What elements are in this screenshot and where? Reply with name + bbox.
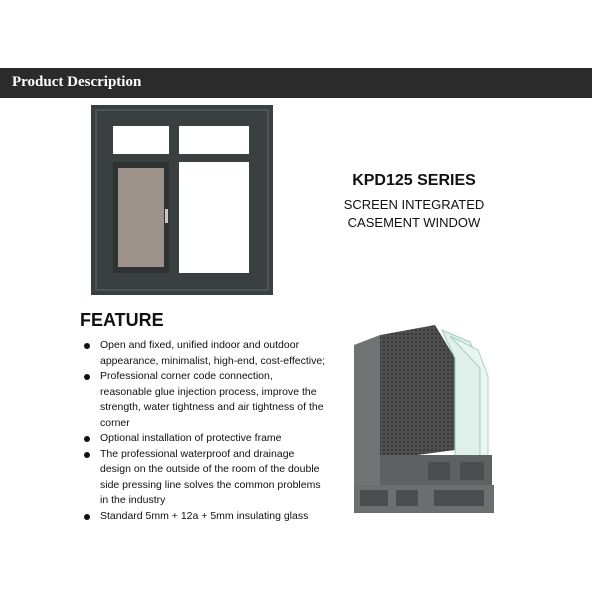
feature-title: FEATURE	[80, 310, 164, 330]
window-profile-section-image	[350, 320, 500, 520]
series-name: KPD125 SERIES	[352, 172, 476, 189]
feature-item: Standard 5mm + 12a + 5mm insulating glass	[82, 509, 327, 525]
series-subtitle-line2: CASEMENT WINDOW	[347, 215, 481, 230]
section-header	[0, 68, 592, 98]
series-subtitle-line1: SCREEN INTEGRATED	[343, 197, 485, 212]
feature-item: Open and fixed, unified indoor and outdoor appearance, minimalist, high-end, cost-effective;	[82, 338, 327, 369]
window-product-image	[91, 105, 273, 295]
section-header-title: Product Description	[12, 74, 142, 90]
feature-item: Optional installation of protective frame	[82, 431, 327, 447]
feature-item: Professional corner code connection, reasonable glue injection process, improve the strength, water tightness and air tightness of the corner	[82, 369, 327, 431]
feature-item: The professional waterproof and drainage design on the outside of the room of the double side pressing line solves the common problems in the industry	[82, 447, 327, 509]
product-series-block	[330, 172, 498, 232]
feature-list	[82, 338, 327, 524]
